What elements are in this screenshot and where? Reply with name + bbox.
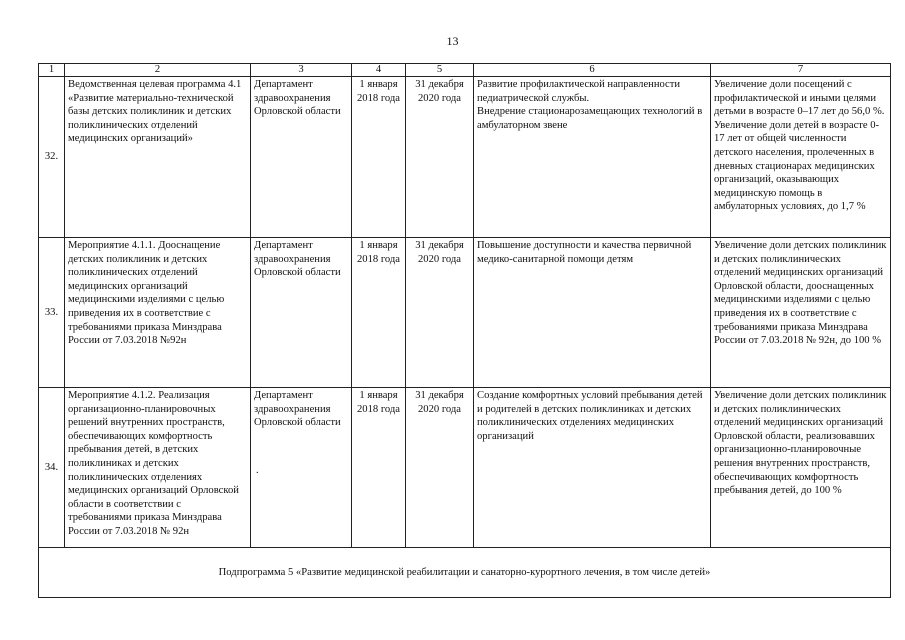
column-number: 3 xyxy=(251,64,352,77)
result-text: Увеличение доли посещений с профилактической и иными целями детьми в возрасте 0–17 лет до 56,0 %. xyxy=(714,79,885,118)
measure-name: Ведомственная целевая программа 4.1 «Развитие материально-технической базы детских поликлиник и детских поликлинических отделений медицинских организаций» xyxy=(65,77,251,238)
column-number: 4 xyxy=(352,64,406,77)
row-number: 33. xyxy=(39,238,65,388)
start-date: 1 января 2018 года xyxy=(352,238,406,388)
column-number: 2 xyxy=(65,64,251,77)
executor-text: Департамент здравоохранения Орловской области xyxy=(254,390,341,429)
column-number-row xyxy=(39,64,891,77)
subprogram-title: Подпрограмма 5 «Развитие медицинской реабилитации и санаторно-курортного лечения, в том числе детей» xyxy=(39,548,891,598)
results xyxy=(711,77,891,238)
directions xyxy=(474,77,711,238)
column-number: 7 xyxy=(711,64,891,77)
row-number: 34. xyxy=(39,388,65,548)
executor: Департамент здравоохранения Орловской области xyxy=(251,77,352,238)
measures-table xyxy=(38,63,891,598)
column-number: 1 xyxy=(39,64,65,77)
directions xyxy=(474,388,711,548)
measure-name: Мероприятие 4.1.2. Реализация организационно-планировочных решений внутренних пространств, обеспечивающих комфортность пребывания детей, в детских поликлиниках и детских поликлинических отделениях медицинских организаций Орловской области в соответствии с требованиями приказа Минздрава России от 7.03.2018 № 92н xyxy=(65,388,251,548)
direction-text: Повышение доступности и качества первичной медико-санитарной помощи детям xyxy=(477,240,692,265)
table-row xyxy=(39,238,891,388)
results xyxy=(711,238,891,388)
directions xyxy=(474,238,711,388)
measure-name: Мероприятие 4.1.1. Дооснащение детских поликлиник и детских поликлинических отделений медицинских организаций медицинскими изделиями с целью приведения их в соответствие с требованиями приказа Минздрава России от 7.03.2018 №92н xyxy=(65,238,251,388)
page-number: 13 xyxy=(446,34,459,48)
result-text: Увеличение доли детей в возрасте 0-17 лет от общей численности детского населения, пролеченных в дневных стационарах медицинских организаций, оказывающих медицинскую помощь в амбулаторных условиях, до 1,7 % xyxy=(714,119,880,213)
executor: Департамент здравоохранения Орловской области xyxy=(251,238,352,388)
end-date: 31 декабря 2020 года xyxy=(406,77,474,238)
direction-text: Внедрение стационарозамещающих технологий в амбулаторном звене xyxy=(477,106,703,131)
result-text: Увеличение доли детских поликлиник и детских поликлинических отделений медицинских организаций Орловской области, дооснащенных медицинскими изделиями с целью приведения их в соответствие с требованиями приказа Минздрава России от 7.03.2018 № 92н, до 100 % xyxy=(714,240,887,347)
result-text: Увеличение доли детских поликлиник и детских поликлинических отделений медицинских организаций Орловской области, реализовавших организационно-планировочные решения внутренних пространств, обеспечивающих комфортность пребывания детей, до 100 % xyxy=(714,390,887,497)
table-row xyxy=(39,388,891,548)
executor xyxy=(251,388,352,548)
column-number: 5 xyxy=(406,64,474,77)
column-number: 6 xyxy=(474,64,711,77)
row-number: 32. xyxy=(39,77,65,238)
direction-text: Создание комфортных условий пребывания детей и родителей в детских поликлиниках и детских поликлинических отделениях медицинских организаций xyxy=(477,390,703,442)
direction-text: Развитие профилактической направленности педиатрической службы. xyxy=(477,79,681,104)
start-date: 1 января 2018 года xyxy=(352,77,406,238)
subprogram-row xyxy=(39,548,891,598)
table-row xyxy=(39,77,891,238)
end-date: 31 декабря 2020 года xyxy=(406,388,474,548)
results xyxy=(711,388,891,548)
end-date: 31 декабря 2020 года xyxy=(406,238,474,388)
start-date: 1 января 2018 года xyxy=(352,388,406,548)
stray-mark: . xyxy=(256,464,259,476)
